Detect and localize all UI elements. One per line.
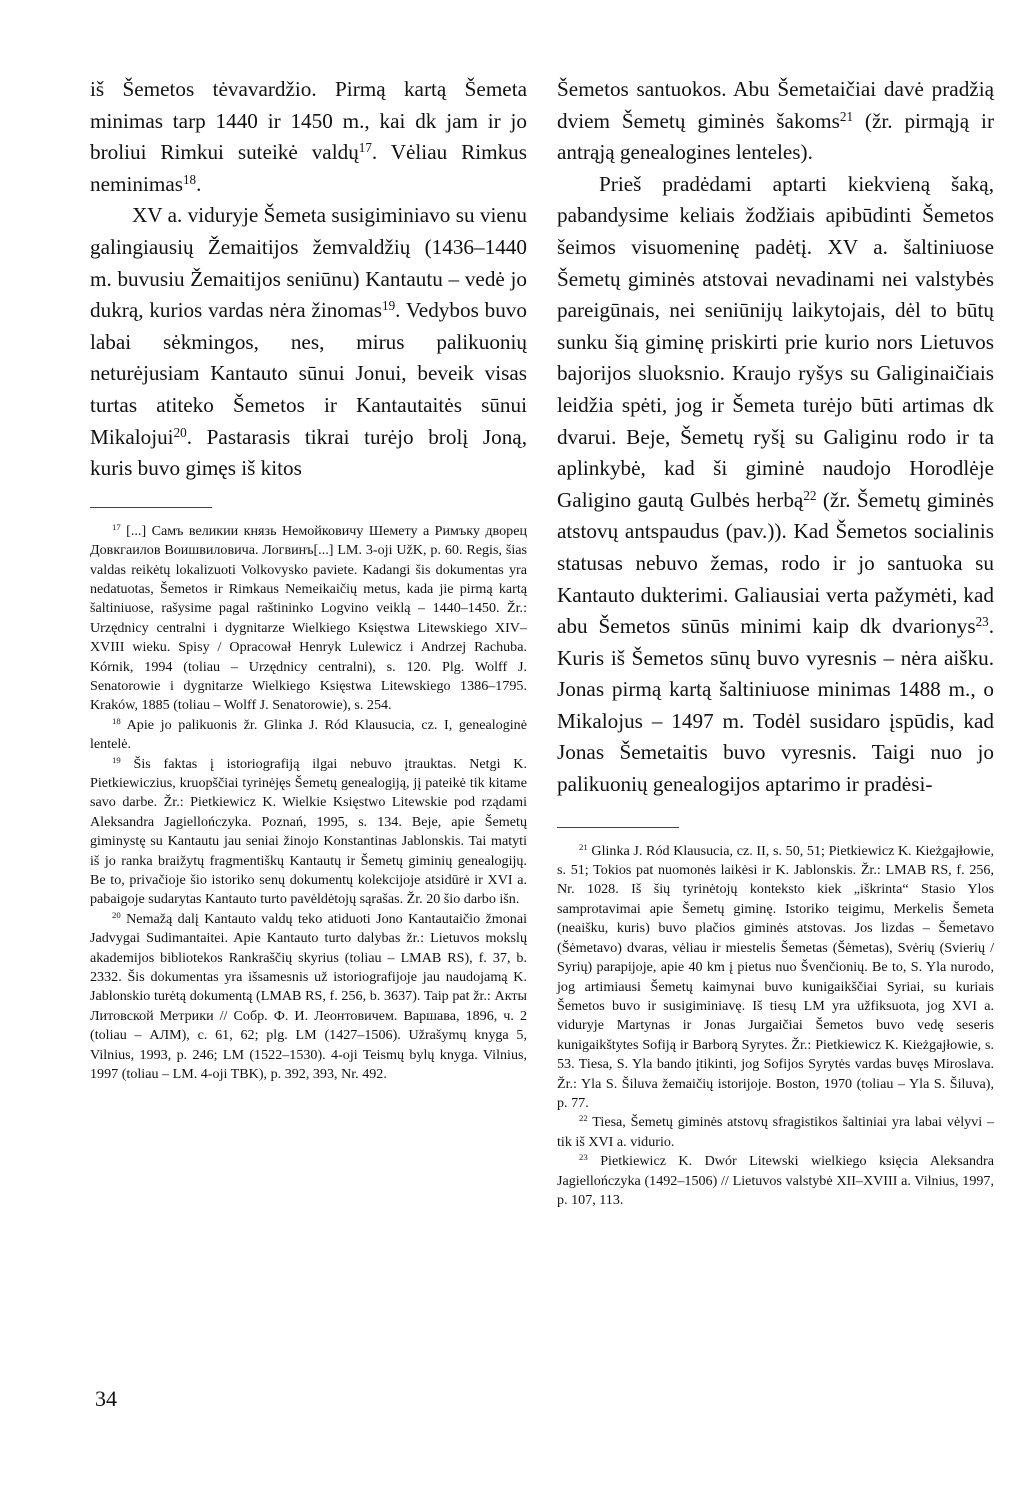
footnote — [557, 842, 994, 1114]
text-run: Šis faktas į istoriografiją ilgai nebuvo įtrauktas. Netgi K. Pietkiewiczius, kruopščiai tyrinėjęs Šemetų genealogiją, jį pateikė tik kitame savo darbe. Žr.: Pietkiewicz K. Wielkie Księstwo Litewskie pod rządami Aleksandra Jagiellończyka. Poznań, 1995, s. 134. Beje, apie Šemetų giminystę su Kantautu jau seniai žinojo Konstantinas Jablonskis. Tai matyti iš jo ranka braižytų fragmentiškų Kantautų ir Šemetų giminių genealogijų. Be to, privačioje šio istoriko senų dokumentų kolekcijoje atsidūrė ir XVI a. pabaigoje sudarytas Kantauto turto pavėldėtojų sąrašas. Žr. 20 šio darbo išn. — [90, 755, 527, 908]
footnote-ref: 20 — [112, 910, 121, 921]
text-run: Glinka J. Ród Klausucia, cz. II, s. 50, 51; Pietkiewicz K. Kieżgajłowie, s. 51; Tokios pat nuomonės laikėsi ir K. Jablonskis. Žr.: LMAB RS, f. 256, Nr. 1028. Iš šių tyrinėtojų konteksto kiek „iškrinta“ Stasio Ylos samprotavimai apie Šemetų giminę. Istoriko teigimu, Merkelis Šemeta (neaišku, kuris) buvo plačios giminės atstovas. Jos lizdas – Šemetavo (Šėmetavo) dvaras, vėliau ir miestelis Šemetas (Šėmetas), Svėrių (Svierių / Syrių) parapijoje, apie 40 km į pietus nuo Švenčionių. Be to, S. Yla nurodo, jog artimiausi Šemetų kaimynai buvo kunigaikščiai Syriai, su kuriais Šemetos buvo ir susigiminiavę. Iš tiesų LM yra užfiksuota, jog XVI a. viduryje Martynas ir Jonas Jurgaičiai Šemetos buvo vedę seseris kunigaikštytes Sofiją ir Barborą Syrytes. Žr.: Pietkiewicz K. Kieżgajłowie, s. 53. Tiesa, S. Yla bando įtikinti, jog Sofijos Syrytės vardas buvęs Miroslava. Žr.: Yla S. Šiluva žemaičių istorijoje. Boston, 1970 (toliau – Yla S. Šiluva), p. 77. — [557, 842, 994, 1111]
footnote-ref: 17 — [112, 521, 121, 532]
footnote-ref: 18 — [182, 171, 197, 187]
text-run: Tiesa, Šemetų giminės atstovų sfragistikos šaltiniai yra labai vėlyvi – tik iš XVI a. vidurio. — [557, 1114, 994, 1150]
footnote-ref: 23 — [579, 1152, 588, 1163]
right-body-text — [557, 74, 994, 801]
footnote-ref: 23 — [975, 613, 989, 629]
footnote — [90, 755, 527, 910]
footnote-ref: 19 — [112, 754, 121, 765]
footnote-ref: 22 — [579, 1113, 588, 1124]
left-footnotes — [90, 522, 527, 1085]
paragraph — [557, 169, 994, 801]
footnote-ref: 21 — [579, 841, 588, 852]
footnote-divider — [90, 507, 212, 508]
left-column — [90, 74, 527, 1085]
text-run: Pietkiewicz K. Dwór Litewski wielkiego księcia Aleksandra Jagiellończyka (1492–1506) // Lietuvos valstybė XII–XVIII a. Vilnius, 1997, p. 107, 113. — [557, 1153, 994, 1208]
text-run: XV a. viduryje Šemeta susigiminiavo su vienu galingiausių Žemaitijos žemvaldžių (1436–1440 m. buvusiu Žemaitijos seniūnu) Kantautu – vedė jo dukrą, kurios vardas nėra žinomas — [90, 203, 527, 323]
text-run: Nemažą dalį Kantauto valdų teko atiduoti Jono Kantautaičio žmonai Jadvygai Sudimantaitei. Apie Kantauto turto dalybas žr.: Lietuvos mokslų akademijos bibliotekos Rankraščių skyrius (toliau – LMAB RS), f. 37, b. 2332. Šis dokumentas yra išsamesnis už istoriografijoje jau naudojamą K. Jablonskio turėtą dokumentą (LMAB RS, f. 256, b. 3637). Taip pat žr.: Акты Литовской Метрики // Собр. Ф. И. Леонтовичем. Варшава, 1896, ч. 2 (toliau – АЛМ), с. 61, 62; plg. LM (1427–1506). Užrašymų knyga 5, Vilnius, 1993, p. 246; LM (1522–1530). 4-oji Teismų bylų knyga. Vilnius, 1997 (toliau – LM. 4-oji TBK), p. 392, 393, Nr. 492. — [90, 910, 527, 1083]
text-run: (žr. Šemetų giminės atstovų antspaudus (pav.)). Kad Šemetos socialinis statusas nebuvo žemas, rodo ir jo santuoka su Kantauto dukterimi. Galiausiai verta pažymėti, kad abu Šemetos sūnūs minimi kaip dk dvarionys — [557, 487, 994, 639]
text-run: Šemetos santuokos. Abu Šemetaičiai davė pradžią dviem Šemetų giminės šakoms — [557, 77, 994, 133]
text-run: iš Šemetos tėvavardžio. Pirmą kartą Šemeta minimas tarp 1440 ir 1450 m., kai dk jam ir jo broliui Rimkui suteikė valdų — [90, 77, 527, 165]
text-run: Prieš pradėdami aptarti kiekvieną šaką, pabandysime keliais žodžiais apibūdinti Šemetos šeimos visuomeninę padėtį. XV a. šaltiniuose Šemetų giminės atstovai nevadinami nei valstybės pareigūnais, nei seniūnijų laikytojais, dėl to būtų sunku šią giminę priskirti prie kurio nors Lietuvos bajorijos sluoksnio. Kraujo ryšys su Galiginaičiais leidžia spėti, jog ir Šemeta turėjo būti artimas dk dvarui. Beje, Šemetų ryšį su Galiginu rodo ir ta aplinkybė, kad ši giminė naudojo Horodlėje Galigino gautą Gulbės herbą — [557, 171, 994, 512]
footnote-ref: 22 — [803, 487, 817, 503]
footnote-ref: 19 — [382, 297, 396, 313]
paragraph — [90, 74, 527, 200]
text-run: . Vedybos buvo labai sėkmingos, nes, mirus palikuonių neturėjusiam Kantauto sūnui Jonui, beveik visas turtas atiteko Šemetos ir Kantautaitės sūnui Mikalojui — [90, 298, 527, 449]
text-run: . — [196, 171, 202, 196]
text-run: . Kuris iš Šemetos sūnų buvo vyresnis – nėra aišku. Jonas pirmą kartą šaltiniuose minimas 1488 m., o Mikalojus – 1497 m. Todėl susidaro įspūdis, kad Jonas Šemetaitis buvo vyresnis. Taigi nuo jo palikuonių genealogijos aptarimo ir pradėsi- — [557, 614, 994, 797]
page-number: 34 — [95, 1386, 117, 1411]
footnote-divider — [557, 827, 679, 828]
right-column — [557, 74, 994, 1210]
paragraph — [90, 200, 527, 484]
right-footnotes — [557, 842, 994, 1211]
text-run: . Pastarasis tikrai turėjo brolį Joną, kuris buvo gimęs iš kitos — [90, 424, 527, 481]
paragraph — [557, 74, 994, 169]
footnote-ref: 17 — [358, 139, 372, 155]
footnote-ref: 18 — [112, 715, 121, 726]
text-run: [...] Самъ великии князь Немойковичу Шемету а Римъку дворец Довкгаилов Воишвиловича. Логвинъ[...] LM. 3-oji UžK, p. 60. Regis, šias valdas reikėtų lokalizuoti Volkovysko paviete. Kadangi šis dokumentas yra nedatuotas, Šemetos ir Rimkaus Nemeikaičių metus, kada jie pirmą kartą šaltiniuose, rašysime pagal raštininko Logvino veiklą – 1440–1450. Žr.: Urzędnicy centralni i dygnitarze Wielkiego Księstwa Litewskiego XIV–XVIII wieku. Spisy / Opracował Henryk Lulewicz i Andrzej Rachuba. Kórnik, 1994 (toliau – Urzędnicy centralni), s. 120. Plg. Wolff J. Senatorowie i dygnitarze Wielkiego Księstwa Litewskiego 1386–1795. Kraków, 1885 (toliau – Wolff J. Senatorowie), s. 254. — [90, 522, 527, 714]
footnote — [90, 522, 527, 716]
footnote — [90, 716, 527, 755]
footnote — [557, 1152, 994, 1210]
footnote — [90, 910, 527, 1085]
footnote-ref: 21 — [839, 108, 853, 124]
left-body-text — [90, 74, 527, 485]
text-run: Apie jo palikuonis žr. Glinka J. Ród Klausucia, cz. I, genealoginė lentelė. — [90, 716, 527, 753]
text-run: (žr. pirmąją ir antrąją genealogines lenteles). — [557, 108, 994, 165]
text-run: . Vėliau Rimkus neminimas — [90, 140, 527, 196]
footnote — [557, 1113, 994, 1152]
footnote-ref: 20 — [173, 424, 187, 440]
